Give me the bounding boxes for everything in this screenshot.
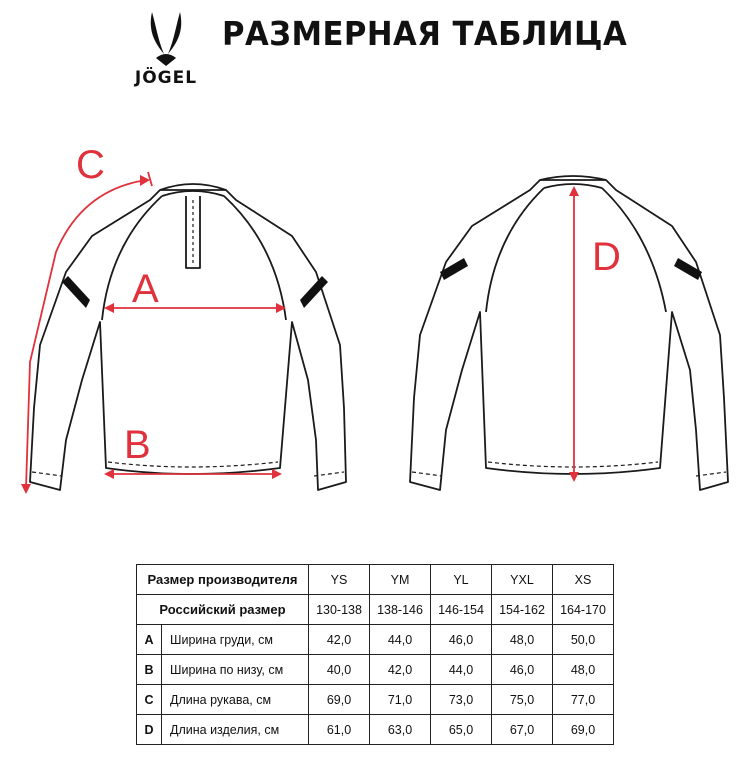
table-row (137, 655, 614, 685)
row-key: B (137, 655, 162, 685)
size-cell: YM (370, 565, 431, 595)
value-cell: 71,0 (370, 685, 431, 715)
value-cell: 67,0 (492, 715, 553, 745)
brand-name: JÖGEL (134, 68, 198, 88)
row-label: Ширина груди, см (162, 625, 309, 655)
value-cell: 44,0 (431, 655, 492, 685)
value-cell: 75,0 (492, 685, 553, 715)
size-table (136, 564, 614, 745)
garment-drawing (0, 140, 737, 510)
value-cell: 44,0 (370, 625, 431, 655)
value-cell: 42,0 (370, 655, 431, 685)
table-row (137, 625, 614, 655)
size-cell: YL (431, 565, 492, 595)
value-cell: 48,0 (492, 625, 553, 655)
value-cell: 77,0 (553, 685, 614, 715)
label-d: D (592, 235, 621, 279)
table-row (137, 685, 614, 715)
value-cell: 40,0 (309, 655, 370, 685)
value-cell: 73,0 (431, 685, 492, 715)
value-cell: 42,0 (309, 625, 370, 655)
front-garment (30, 184, 346, 490)
value-cell: 50,0 (553, 625, 614, 655)
russian-size-cell: 154-162 (492, 595, 553, 625)
back-garment (410, 176, 728, 490)
label-c: C (76, 143, 105, 187)
russian-size-cell: 146-154 (431, 595, 492, 625)
size-cell: XS (553, 565, 614, 595)
value-cell: 63,0 (370, 715, 431, 745)
value-cell: 46,0 (431, 625, 492, 655)
label-a: A (132, 267, 159, 311)
table-row (137, 565, 614, 595)
russian-size-cell: 164-170 (553, 595, 614, 625)
value-cell: 69,0 (553, 715, 614, 745)
row-label: Длина изделия, см (162, 715, 309, 745)
value-cell: 61,0 (309, 715, 370, 745)
value-cell: 48,0 (553, 655, 614, 685)
table-row (137, 715, 614, 745)
logo-emblem-icon (118, 10, 214, 68)
row-key: C (137, 685, 162, 715)
label-b: B (124, 423, 151, 467)
russian-size-cell: 138-146 (370, 595, 431, 625)
row-key: A (137, 625, 162, 655)
row-label: Ширина по низу, см (162, 655, 309, 685)
row-key: D (137, 715, 162, 745)
size-cell: YXL (492, 565, 553, 595)
table-header-label: Размер производителя (137, 565, 309, 595)
value-cell: 65,0 (431, 715, 492, 745)
value-cell: 46,0 (492, 655, 553, 685)
size-cell: YS (309, 565, 370, 595)
row-label: Длина рукава, см (162, 685, 309, 715)
russian-size-cell: 130-138 (309, 595, 370, 625)
brand-logo (118, 10, 214, 90)
page-title: РАЗМЕРНАЯ ТАБЛИЦА (222, 14, 628, 53)
table-row (137, 595, 614, 625)
russian-size-label: Российский размер (137, 595, 309, 625)
value-cell: 69,0 (309, 685, 370, 715)
